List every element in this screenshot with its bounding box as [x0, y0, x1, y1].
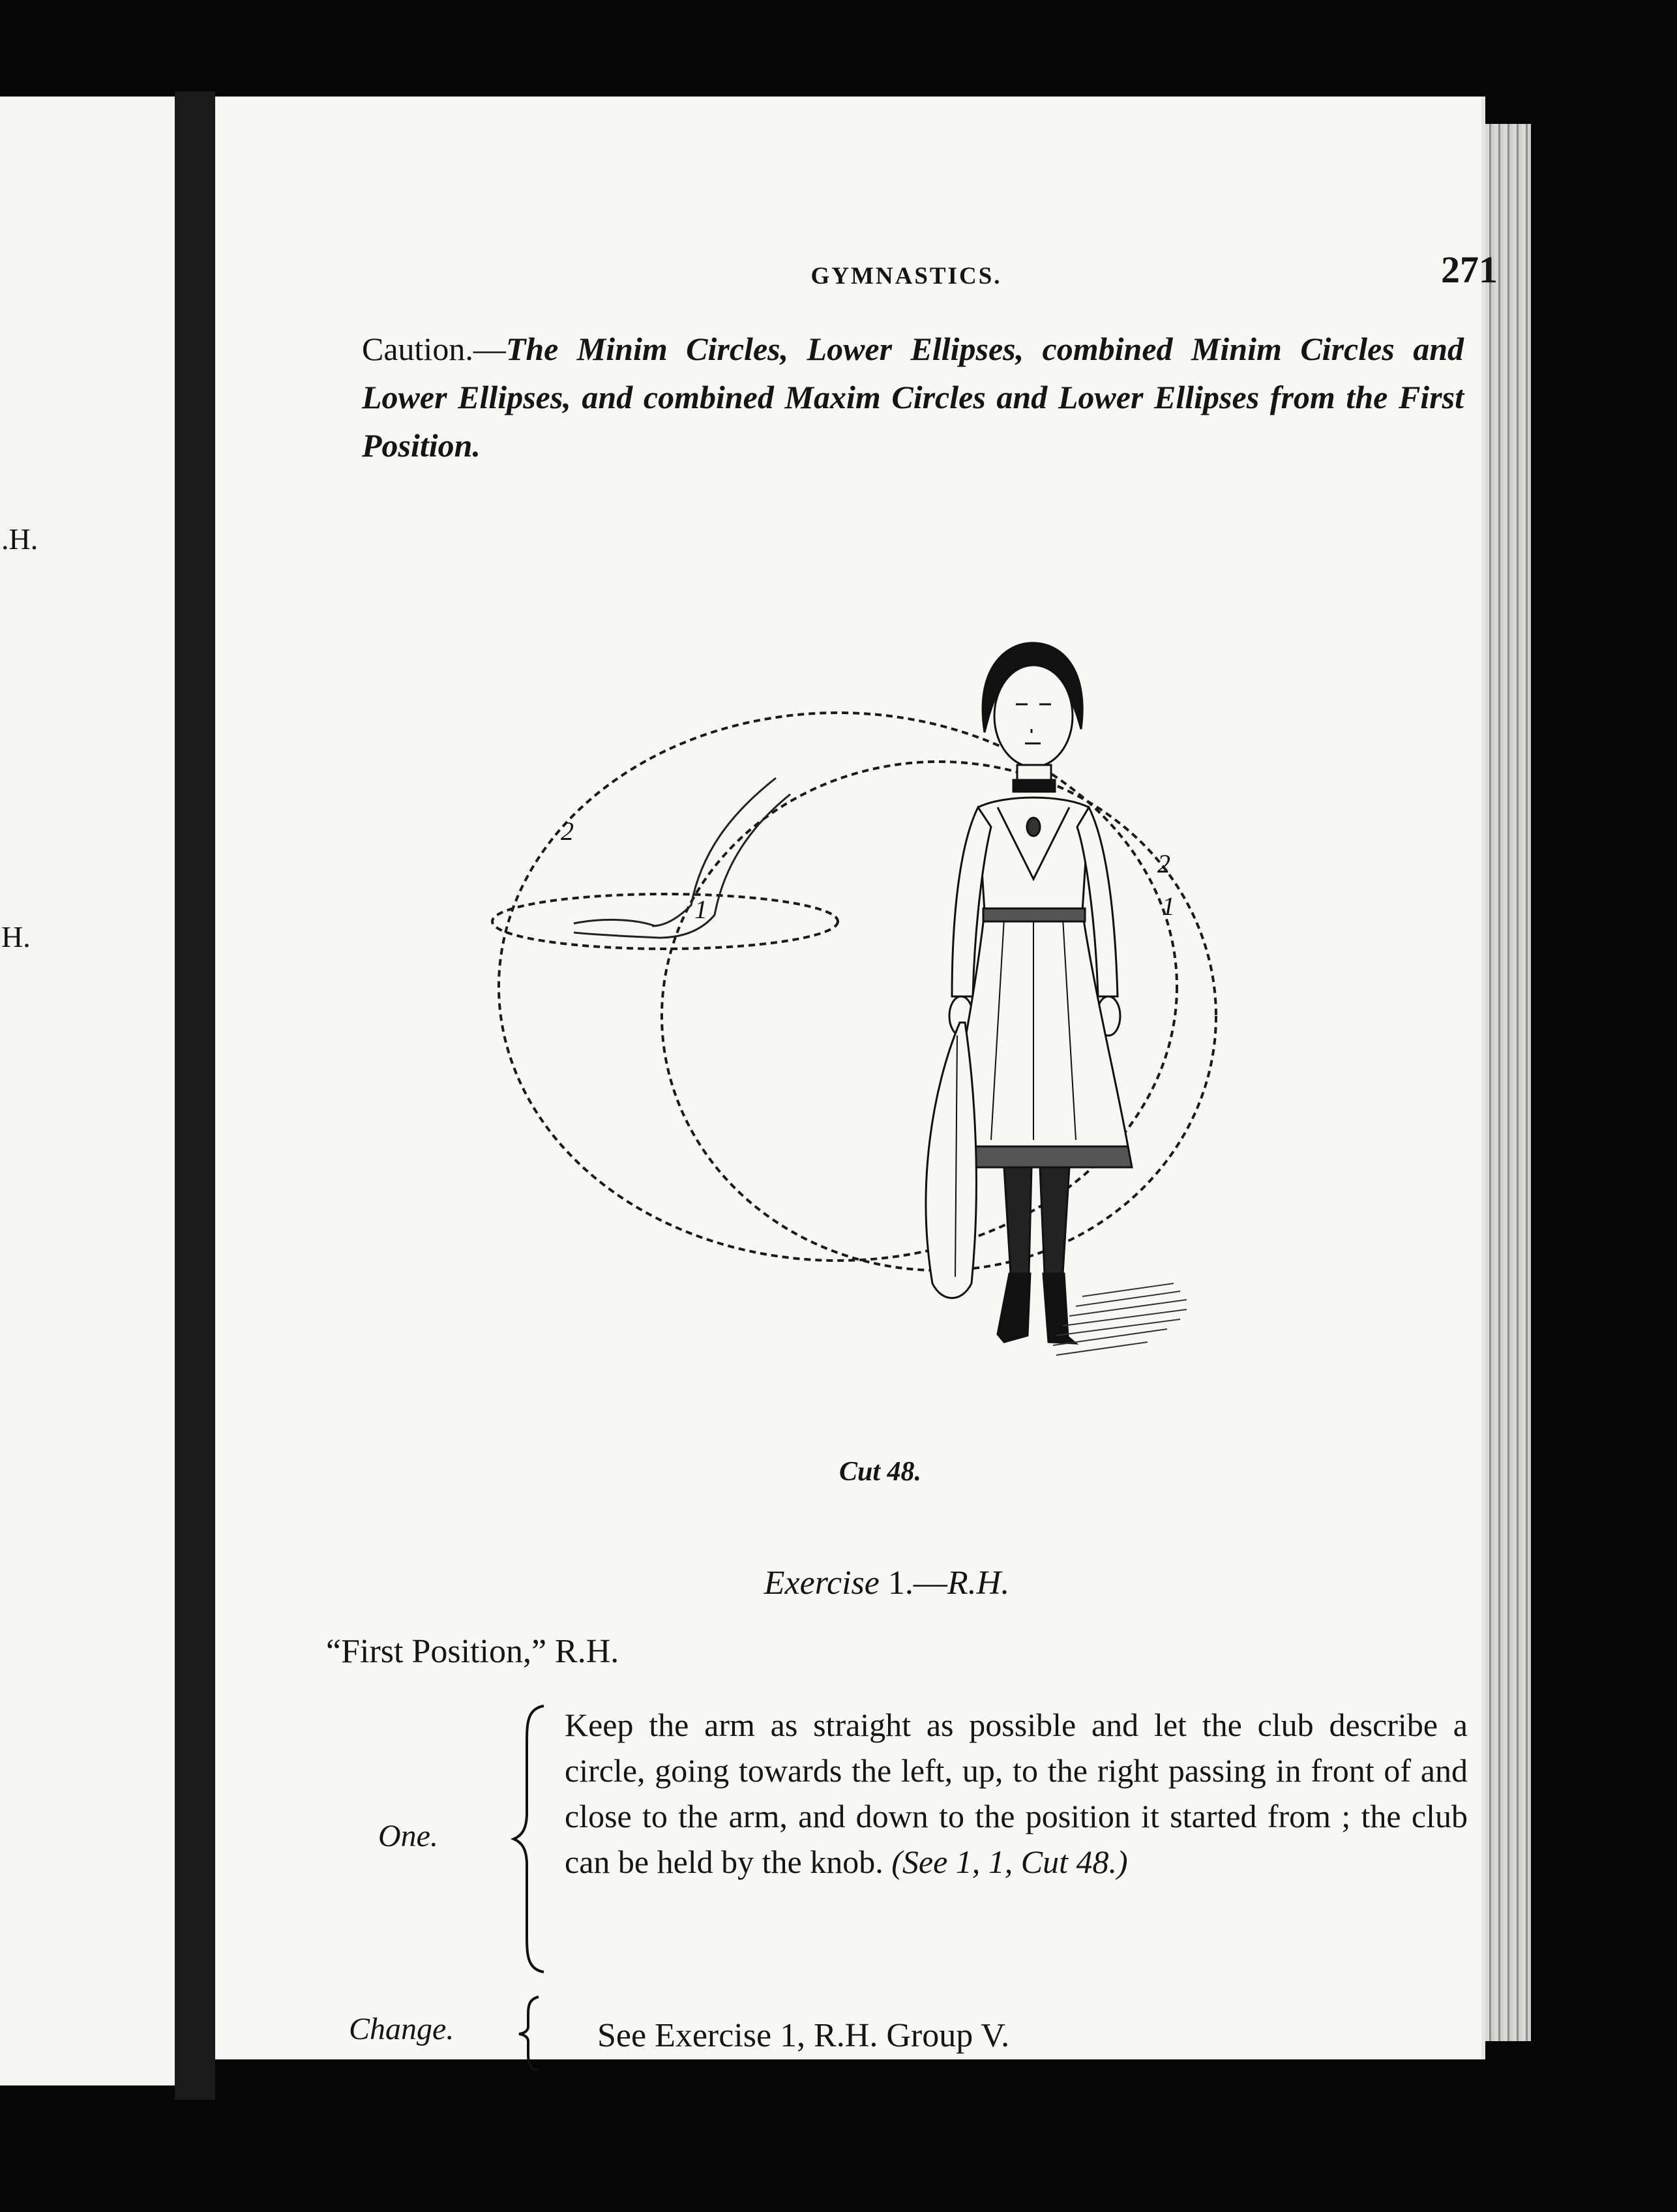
- brace-icon: [510, 1702, 549, 1976]
- left-page-text-fragment: H.: [1, 920, 31, 953]
- step-text-one: [565, 1702, 1468, 1885]
- caution-paragraph: [362, 325, 1464, 470]
- exercise-title-prefix: Exercise: [764, 1564, 880, 1602]
- brace-icon: [516, 1994, 542, 2074]
- caution-text: The Minim Circles, Lower Ellipses, combined Minim Circles and Lower Ellipses, and combined Maxim Circles and Lower Ellipses from the First Position.: [362, 331, 1464, 464]
- page-edges: [1485, 124, 1531, 2041]
- path-label: 2: [1157, 849, 1170, 878]
- path-label: 1: [1162, 891, 1175, 921]
- figure-with-club-icon: [326, 631, 1467, 1453]
- exercise-title-suffix: R.H.: [947, 1564, 1010, 1602]
- step-description: Keep the arm as straight as possible and let the club describe a circle, going towards the left, up, to the right passing in front of and close to the arm, and down to the position it started from ; the club can be held by the knob.: [565, 1707, 1468, 1880]
- caution-lead: Caution.—: [362, 331, 506, 367]
- exercise-title: [659, 1564, 1115, 1602]
- running-title: GYMNASTICS.: [810, 263, 1002, 290]
- book-gutter: [175, 91, 215, 2100]
- step-reference: (See 1, 1, Cut 48.): [891, 1844, 1128, 1880]
- page-number: 271: [1441, 248, 1498, 291]
- step-label-one: One.: [378, 1819, 438, 1853]
- step-text-change: See Exercise 1, R.H. Group V.: [597, 2017, 1010, 2054]
- figure-caption: Cut 48.: [838, 1457, 922, 1487]
- path-label: 2: [561, 816, 574, 846]
- path-label: 1: [694, 895, 707, 924]
- book-page: [215, 97, 1498, 2059]
- left-page-text-fragment: .H.: [1, 522, 38, 556]
- step-label-change: Change.: [349, 2012, 454, 2046]
- first-position-instruction: “First Position,” R.H.: [326, 1633, 619, 1670]
- left-page-fragment: [0, 97, 175, 2085]
- exercise-title-number: 1.—: [887, 1564, 947, 1602]
